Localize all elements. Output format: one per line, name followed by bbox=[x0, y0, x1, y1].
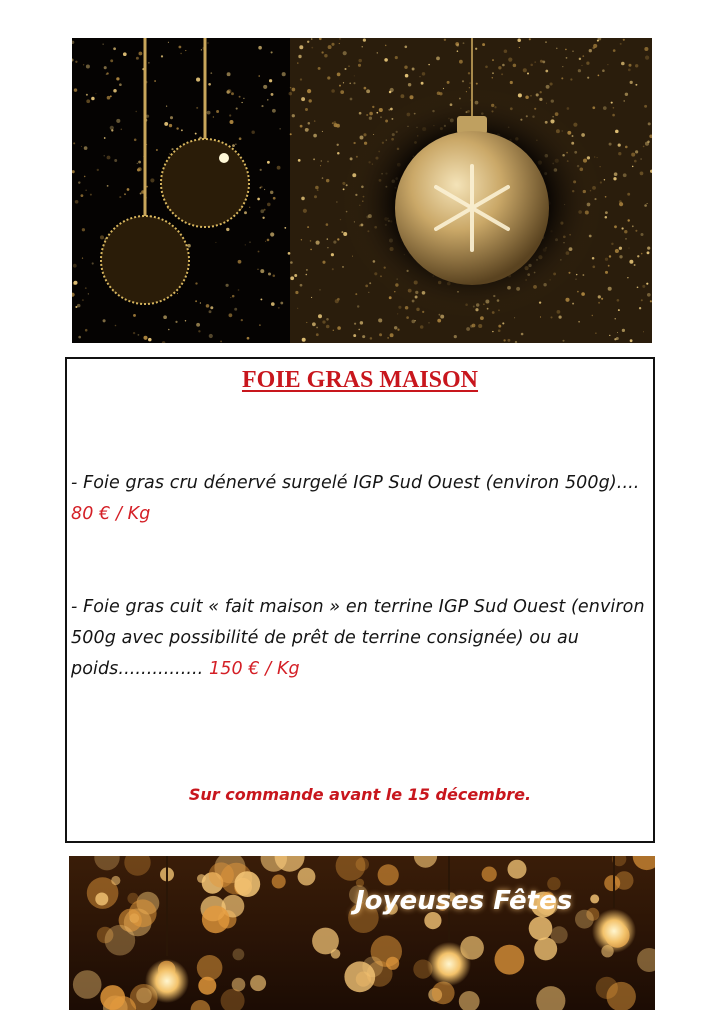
hero-banner-image bbox=[72, 38, 652, 343]
light-bulb-icon bbox=[145, 959, 189, 1003]
bokeh-lights-illustration bbox=[69, 856, 655, 1010]
menu-box bbox=[65, 357, 655, 843]
light-bulb-icon bbox=[427, 942, 471, 986]
menu-item-price: 80 € / Kg bbox=[71, 504, 151, 524]
christmas-baubles-illustration bbox=[72, 38, 652, 343]
menu-item bbox=[71, 592, 651, 685]
footer-banner-image bbox=[69, 856, 655, 1010]
menu-title: FOIE GRAS MAISON bbox=[241, 367, 479, 393]
menu-item-description: - Foie gras cru dénervé surgelé IGP Sud Ouest (environ 500g).... bbox=[71, 473, 640, 493]
greeting-text: Joyeuses Fêtes bbox=[355, 886, 573, 916]
light-bulb-icon bbox=[592, 909, 636, 953]
menu-item-price: 150 € / Kg bbox=[209, 659, 300, 679]
order-deadline-notice: Sur commande avant le 15 décembre. bbox=[188, 785, 532, 804]
menu-item bbox=[71, 468, 651, 530]
menu-item-description: - Foie gras cuit « fait maison » en terrine IGP Sud Ouest (environ 500g avec possibilité de prêt de terrine consignée) ou au poids............... bbox=[71, 597, 645, 679]
